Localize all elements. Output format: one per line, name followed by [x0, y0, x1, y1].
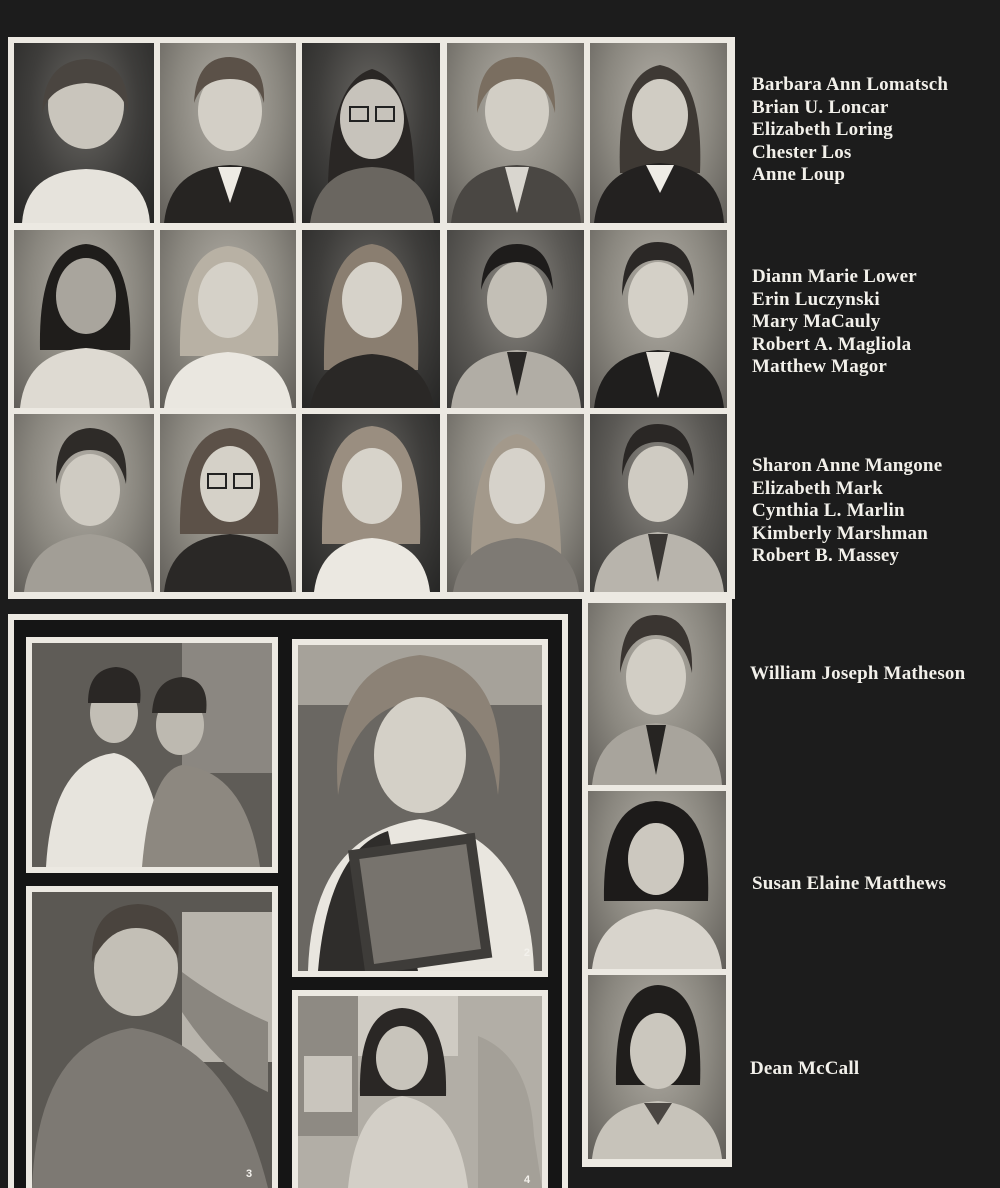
photo-number: 2 — [523, 947, 530, 959]
student-name: Robert A. Magliola — [752, 333, 912, 355]
student-name: Elizabeth Mark — [752, 477, 884, 499]
single-name-1 — [750, 663, 965, 686]
portrait-photo — [160, 414, 296, 592]
portrait-photo — [588, 791, 726, 969]
portrait-photo — [302, 230, 440, 408]
portrait-photo — [302, 414, 440, 592]
portrait-photo — [14, 414, 154, 592]
student-name: Matthew Magor — [752, 356, 888, 377]
names-block-row-3 — [752, 455, 942, 568]
student-name: Anne Loup — [752, 164, 846, 185]
student-name: Erin Luczynski — [752, 288, 880, 310]
student-name: Brian U. Loncar — [752, 96, 889, 118]
student-name: Diann Marie Lower — [752, 266, 917, 287]
student-name: Chester Los — [752, 141, 852, 163]
portrait-photo — [590, 43, 727, 223]
portrait-photo — [588, 603, 726, 785]
portrait-photo — [14, 230, 154, 408]
portrait-photo — [447, 230, 584, 408]
student-name: Susan Elaine Matthews — [752, 873, 947, 894]
portrait-photo — [447, 414, 584, 592]
student-name: Robert B. Massey — [752, 545, 900, 566]
portrait-photo — [160, 230, 296, 408]
portrait-photo — [588, 975, 726, 1159]
student-name: Dean McCall — [750, 1058, 860, 1079]
candid-photo — [298, 645, 542, 971]
portrait-photo — [590, 414, 727, 592]
photo-number: 4 — [524, 1174, 531, 1186]
single-name-3 — [750, 1058, 859, 1081]
candid-photo — [32, 892, 272, 1188]
student-name: Mary MaCauly — [752, 311, 881, 332]
student-name: Sharon Anne Mangone — [752, 455, 943, 476]
student-name: Elizabeth Loring — [752, 119, 893, 140]
single-name-2 — [752, 873, 946, 896]
student-name: Kimberly Marshman — [752, 522, 928, 544]
candid-photo — [32, 643, 272, 867]
portrait-photo — [14, 43, 154, 223]
portrait-photo — [447, 43, 584, 223]
portrait-photo — [590, 230, 727, 408]
names-block-row-1 — [752, 74, 948, 187]
student-name: William Joseph Matheson — [750, 663, 966, 684]
names-block-row-2 — [752, 266, 917, 379]
portrait-photo — [160, 43, 296, 223]
candid-photo — [298, 996, 542, 1188]
portrait-photo — [302, 43, 440, 223]
student-name: Barbara Ann Lomatsch — [752, 74, 949, 95]
photo-number: 3 — [246, 1168, 253, 1180]
student-name: Cynthia L. Marlin — [752, 500, 905, 521]
